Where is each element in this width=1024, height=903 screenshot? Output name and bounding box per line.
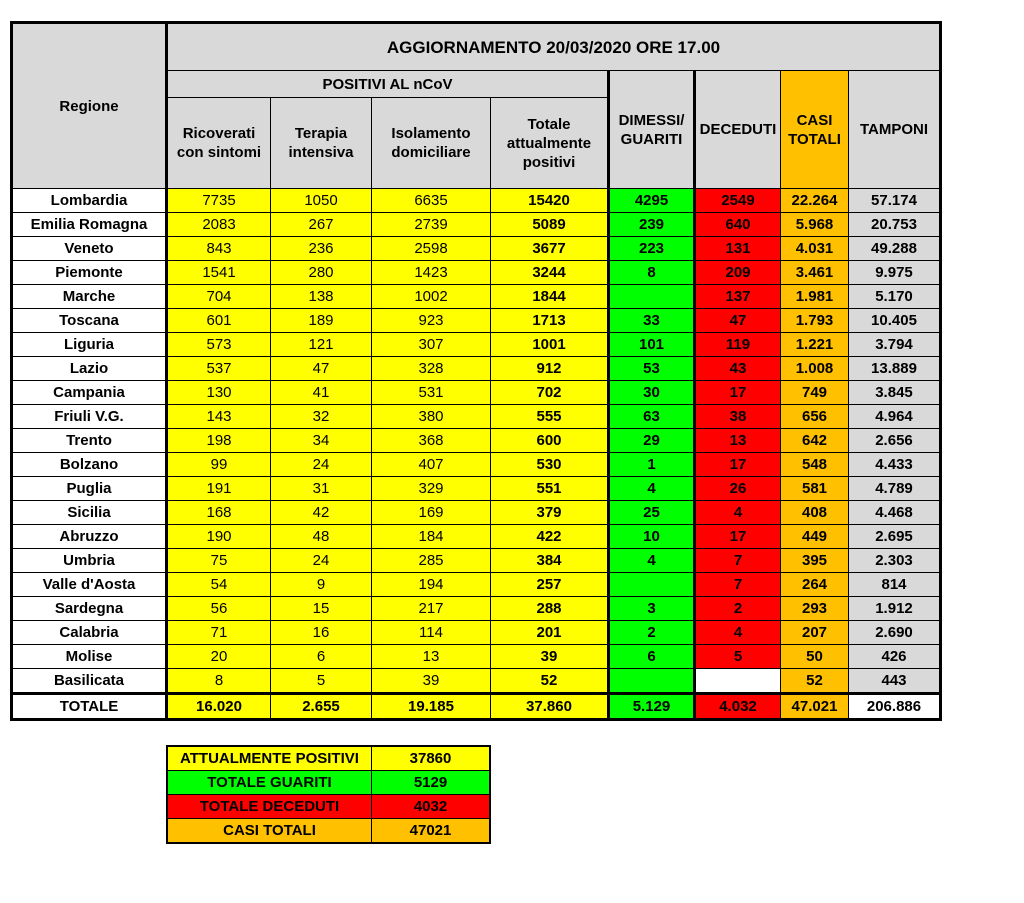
deceduti-cell: 17: [695, 525, 781, 549]
ricoverati-cell: 56: [167, 597, 271, 621]
region-cell: Lazio: [12, 357, 167, 381]
isolamento-cell: 194: [372, 573, 491, 597]
totale-positivi-cell: 600: [491, 429, 609, 453]
tamponi-cell: 5.170: [849, 285, 941, 309]
terapia-cell: 24: [271, 549, 372, 573]
dimessi-cell: 3: [609, 597, 695, 621]
isolamento-header: Isolamento domiciliare: [372, 98, 491, 189]
totale-positivi-cell: 1844: [491, 285, 609, 309]
isolamento-cell: 6635: [372, 189, 491, 213]
summary-table: [166, 745, 491, 844]
region-cell: Marche: [12, 285, 167, 309]
casi-totali-cell: 581: [781, 477, 849, 501]
ricoverati-cell: 190: [167, 525, 271, 549]
isolamento-cell: 13: [372, 645, 491, 669]
table-row: [12, 669, 941, 694]
ricoverati-cell: 704: [167, 285, 271, 309]
dimessi-cell: 53: [609, 357, 695, 381]
terapia-cell: 41: [271, 381, 372, 405]
deceduti-cell: 209: [695, 261, 781, 285]
region-cell: Calabria: [12, 621, 167, 645]
summary-value: 4032: [372, 795, 491, 819]
dimessi-cell: 25: [609, 501, 695, 525]
dimessi-cell: 223: [609, 237, 695, 261]
tamponi-cell: 443: [849, 669, 941, 694]
tamponi-cell: 206.886: [849, 694, 941, 720]
region-cell: Veneto: [12, 237, 167, 261]
deceduti-cell: 43: [695, 357, 781, 381]
isolamento-cell: 2739: [372, 213, 491, 237]
totale-positivi-cell: 379: [491, 501, 609, 525]
total-row: [12, 694, 941, 720]
terapia-cell: 32: [271, 405, 372, 429]
casi-totali-cell: 22.264: [781, 189, 849, 213]
ricoverati-cell: 143: [167, 405, 271, 429]
isolamento-cell: 184: [372, 525, 491, 549]
ricoverati-cell: 71: [167, 621, 271, 645]
terapia-header: Terapia intensiva: [271, 98, 372, 189]
deceduti-cell: 7: [695, 573, 781, 597]
ricoverati-cell: 537: [167, 357, 271, 381]
ricoverati-cell: 601: [167, 309, 271, 333]
casi-totali-cell: 548: [781, 453, 849, 477]
summary-value: 47021: [372, 819, 491, 844]
ricoverati-cell: 20: [167, 645, 271, 669]
dimessi-cell: 8: [609, 261, 695, 285]
totale-positivi-cell: 37.860: [491, 694, 609, 720]
ricoverati-cell: 191: [167, 477, 271, 501]
isolamento-cell: 39: [372, 669, 491, 694]
ricoverati-cell: 198: [167, 429, 271, 453]
isolamento-cell: 923: [372, 309, 491, 333]
ricoverati-cell: 2083: [167, 213, 271, 237]
table-row: [12, 333, 941, 357]
ricoverati-cell: 16.020: [167, 694, 271, 720]
casi-totali-cell: 408: [781, 501, 849, 525]
totale-positivi-cell: 201: [491, 621, 609, 645]
summary-row: [167, 819, 490, 844]
tamponi-cell: 2.695: [849, 525, 941, 549]
table-row: [12, 429, 941, 453]
dimessi-cell: 2: [609, 621, 695, 645]
dimessi-header: DIMESSI/ GUARITI: [609, 71, 695, 189]
table-row: [12, 501, 941, 525]
ricoverati-cell: 1541: [167, 261, 271, 285]
ricoverati-cell: 99: [167, 453, 271, 477]
totale-positivi-cell: 530: [491, 453, 609, 477]
totale-positivi-header: Totale attualmente positivi: [491, 98, 609, 189]
terapia-cell: 15: [271, 597, 372, 621]
dimessi-cell: [609, 285, 695, 309]
casi-totali-cell: 449: [781, 525, 849, 549]
totale-positivi-cell: 551: [491, 477, 609, 501]
dimessi-cell: 4: [609, 549, 695, 573]
region-cell: Trento: [12, 429, 167, 453]
casi-totali-cell: 1.981: [781, 285, 849, 309]
casi-totali-cell: 264: [781, 573, 849, 597]
deceduti-cell: 26: [695, 477, 781, 501]
deceduti-cell: 640: [695, 213, 781, 237]
region-cell: Molise: [12, 645, 167, 669]
isolamento-cell: 368: [372, 429, 491, 453]
totale-positivi-cell: 555: [491, 405, 609, 429]
isolamento-cell: 407: [372, 453, 491, 477]
terapia-cell: 16: [271, 621, 372, 645]
table-row: [12, 525, 941, 549]
ricoverati-cell: 75: [167, 549, 271, 573]
region-cell: Valle d'Aosta: [12, 573, 167, 597]
tamponi-cell: 49.288: [849, 237, 941, 261]
summary-label: CASI TOTALI: [167, 819, 372, 844]
table-title: AGGIORNAMENTO 20/03/2020 ORE 17.00: [167, 23, 941, 71]
tamponi-cell: 4.964: [849, 405, 941, 429]
dimessi-cell: 10: [609, 525, 695, 549]
isolamento-cell: 114: [372, 621, 491, 645]
deceduti-cell: 13: [695, 429, 781, 453]
terapia-cell: 267: [271, 213, 372, 237]
terapia-cell: 280: [271, 261, 372, 285]
casi-totali-cell: 395: [781, 549, 849, 573]
isolamento-cell: 217: [372, 597, 491, 621]
tamponi-cell: 814: [849, 573, 941, 597]
terapia-cell: 24: [271, 453, 372, 477]
casi-totali-cell: 47.021: [781, 694, 849, 720]
region-cell: Piemonte: [12, 261, 167, 285]
dimessi-cell: 5.129: [609, 694, 695, 720]
casi-totali-cell: 642: [781, 429, 849, 453]
isolamento-cell: 1423: [372, 261, 491, 285]
summary-row: [167, 746, 490, 771]
totale-positivi-cell: 1713: [491, 309, 609, 333]
dimessi-cell: 63: [609, 405, 695, 429]
casi-totali-cell: 3.461: [781, 261, 849, 285]
region-header: Regione: [12, 23, 167, 189]
deceduti-cell: 5: [695, 645, 781, 669]
terapia-cell: 5: [271, 669, 372, 694]
terapia-cell: 6: [271, 645, 372, 669]
casi-totali-cell: 4.031: [781, 237, 849, 261]
covid-data-table: [10, 21, 942, 721]
region-cell: Liguria: [12, 333, 167, 357]
isolamento-cell: 285: [372, 549, 491, 573]
isolamento-cell: 19.185: [372, 694, 491, 720]
deceduti-cell: 17: [695, 453, 781, 477]
region-cell: Abruzzo: [12, 525, 167, 549]
table-row: [12, 309, 941, 333]
terapia-cell: 236: [271, 237, 372, 261]
dimessi-cell: 33: [609, 309, 695, 333]
dimessi-cell: [609, 669, 695, 694]
casi-totali-cell: 50: [781, 645, 849, 669]
tamponi-cell: 2.690: [849, 621, 941, 645]
summary-label: ATTUALMENTE POSITIVI: [167, 746, 372, 771]
terapia-cell: 121: [271, 333, 372, 357]
dimessi-cell: 1: [609, 453, 695, 477]
dimessi-cell: 4295: [609, 189, 695, 213]
deceduti-cell: 131: [695, 237, 781, 261]
table-row: [12, 381, 941, 405]
tamponi-cell: 13.889: [849, 357, 941, 381]
region-cell: Bolzano: [12, 453, 167, 477]
totale-positivi-cell: 257: [491, 573, 609, 597]
deceduti-cell: 2: [695, 597, 781, 621]
region-cell: Lombardia: [12, 189, 167, 213]
region-cell: Umbria: [12, 549, 167, 573]
terapia-cell: 138: [271, 285, 372, 309]
tamponi-cell: 10.405: [849, 309, 941, 333]
region-cell: Toscana: [12, 309, 167, 333]
ricoverati-cell: 843: [167, 237, 271, 261]
casi-totali-cell: 52: [781, 669, 849, 694]
terapia-cell: 9: [271, 573, 372, 597]
terapia-cell: 48: [271, 525, 372, 549]
isolamento-cell: 380: [372, 405, 491, 429]
totale-positivi-cell: 3244: [491, 261, 609, 285]
totale-positivi-cell: 912: [491, 357, 609, 381]
table-row: [12, 621, 941, 645]
ricoverati-cell: 8: [167, 669, 271, 694]
casi-totali-cell: 293: [781, 597, 849, 621]
summary-value: 37860: [372, 746, 491, 771]
casi-totali-cell: 656: [781, 405, 849, 429]
tamponi-cell: 2.303: [849, 549, 941, 573]
table-row: [12, 645, 941, 669]
deceduti-cell: 4.032: [695, 694, 781, 720]
tamponi-cell: 57.174: [849, 189, 941, 213]
dimessi-cell: 239: [609, 213, 695, 237]
deceduti-header: DECEDUTI: [695, 71, 781, 189]
terapia-cell: 31: [271, 477, 372, 501]
totale-positivi-cell: 702: [491, 381, 609, 405]
totale-positivi-cell: 39: [491, 645, 609, 669]
table-row: [12, 597, 941, 621]
isolamento-cell: 531: [372, 381, 491, 405]
tamponi-cell: 3.794: [849, 333, 941, 357]
totale-positivi-cell: 1001: [491, 333, 609, 357]
region-cell: Emilia Romagna: [12, 213, 167, 237]
table-row: [12, 213, 941, 237]
table-row: [12, 189, 941, 213]
dimessi-cell: [609, 573, 695, 597]
tamponi-cell: 4.468: [849, 501, 941, 525]
casi-totali-cell: 1.221: [781, 333, 849, 357]
table-row: [12, 405, 941, 429]
deceduti-cell: 2549: [695, 189, 781, 213]
dimessi-cell: 6: [609, 645, 695, 669]
deceduti-cell: 119: [695, 333, 781, 357]
casi-totali-cell: 749: [781, 381, 849, 405]
table-row: [12, 453, 941, 477]
totale-positivi-cell: 288: [491, 597, 609, 621]
table-row: [12, 285, 941, 309]
tamponi-cell: 3.845: [849, 381, 941, 405]
ricoverati-cell: 130: [167, 381, 271, 405]
dimessi-cell: 29: [609, 429, 695, 453]
tamponi-cell: 9.975: [849, 261, 941, 285]
table-row: [12, 477, 941, 501]
deceduti-cell: 4: [695, 501, 781, 525]
casi-totali-cell: 1.793: [781, 309, 849, 333]
terapia-cell: 1050: [271, 189, 372, 213]
terapia-cell: 189: [271, 309, 372, 333]
isolamento-cell: 307: [372, 333, 491, 357]
totale-positivi-cell: 5089: [491, 213, 609, 237]
dimessi-cell: 4: [609, 477, 695, 501]
casi-totali-cell: 1.008: [781, 357, 849, 381]
tamponi-header: TAMPONI: [849, 71, 941, 189]
summary-label: TOTALE GUARITI: [167, 771, 372, 795]
deceduti-cell: [695, 669, 781, 694]
table-row: [12, 549, 941, 573]
summary-row: [167, 795, 490, 819]
table-row: [12, 573, 941, 597]
summary-row: [167, 771, 490, 795]
tamponi-cell: 426: [849, 645, 941, 669]
terapia-cell: 34: [271, 429, 372, 453]
terapia-cell: 47: [271, 357, 372, 381]
dimessi-cell: 101: [609, 333, 695, 357]
positivi-group-header: POSITIVI AL nCoV: [167, 71, 609, 98]
region-cell: Basilicata: [12, 669, 167, 694]
terapia-cell: 42: [271, 501, 372, 525]
deceduti-cell: 7: [695, 549, 781, 573]
summary-label: TOTALE DECEDUTI: [167, 795, 372, 819]
ricoverati-cell: 7735: [167, 189, 271, 213]
isolamento-cell: 169: [372, 501, 491, 525]
tamponi-cell: 4.789: [849, 477, 941, 501]
deceduti-cell: 17: [695, 381, 781, 405]
casi-totali-cell: 207: [781, 621, 849, 645]
ricoverati-cell: 573: [167, 333, 271, 357]
table-row: [12, 261, 941, 285]
region-cell: TOTALE: [12, 694, 167, 720]
terapia-cell: 2.655: [271, 694, 372, 720]
totale-positivi-cell: 15420: [491, 189, 609, 213]
isolamento-cell: 329: [372, 477, 491, 501]
ricoverati-cell: 168: [167, 501, 271, 525]
summary-value: 5129: [372, 771, 491, 795]
deceduti-cell: 47: [695, 309, 781, 333]
dimessi-cell: 30: [609, 381, 695, 405]
ricoverati-cell: 54: [167, 573, 271, 597]
tamponi-cell: 4.433: [849, 453, 941, 477]
region-cell: Campania: [12, 381, 167, 405]
region-cell: Puglia: [12, 477, 167, 501]
totale-positivi-cell: 3677: [491, 237, 609, 261]
totale-positivi-cell: 422: [491, 525, 609, 549]
totale-positivi-cell: 384: [491, 549, 609, 573]
tamponi-cell: 1.912: [849, 597, 941, 621]
isolamento-cell: 2598: [372, 237, 491, 261]
deceduti-cell: 4: [695, 621, 781, 645]
isolamento-cell: 1002: [372, 285, 491, 309]
deceduti-cell: 38: [695, 405, 781, 429]
deceduti-cell: 137: [695, 285, 781, 309]
region-cell: Sardegna: [12, 597, 167, 621]
region-cell: Sicilia: [12, 501, 167, 525]
casi-totali-cell: 5.968: [781, 213, 849, 237]
isolamento-cell: 328: [372, 357, 491, 381]
tamponi-cell: 20.753: [849, 213, 941, 237]
totale-positivi-cell: 52: [491, 669, 609, 694]
table-row: [12, 237, 941, 261]
region-cell: Friuli V.G.: [12, 405, 167, 429]
ricoverati-header: Ricoverati con sintomi: [167, 98, 271, 189]
tamponi-cell: 2.656: [849, 429, 941, 453]
casi-totali-header: CASI TOTALI: [781, 71, 849, 189]
table-row: [12, 357, 941, 381]
